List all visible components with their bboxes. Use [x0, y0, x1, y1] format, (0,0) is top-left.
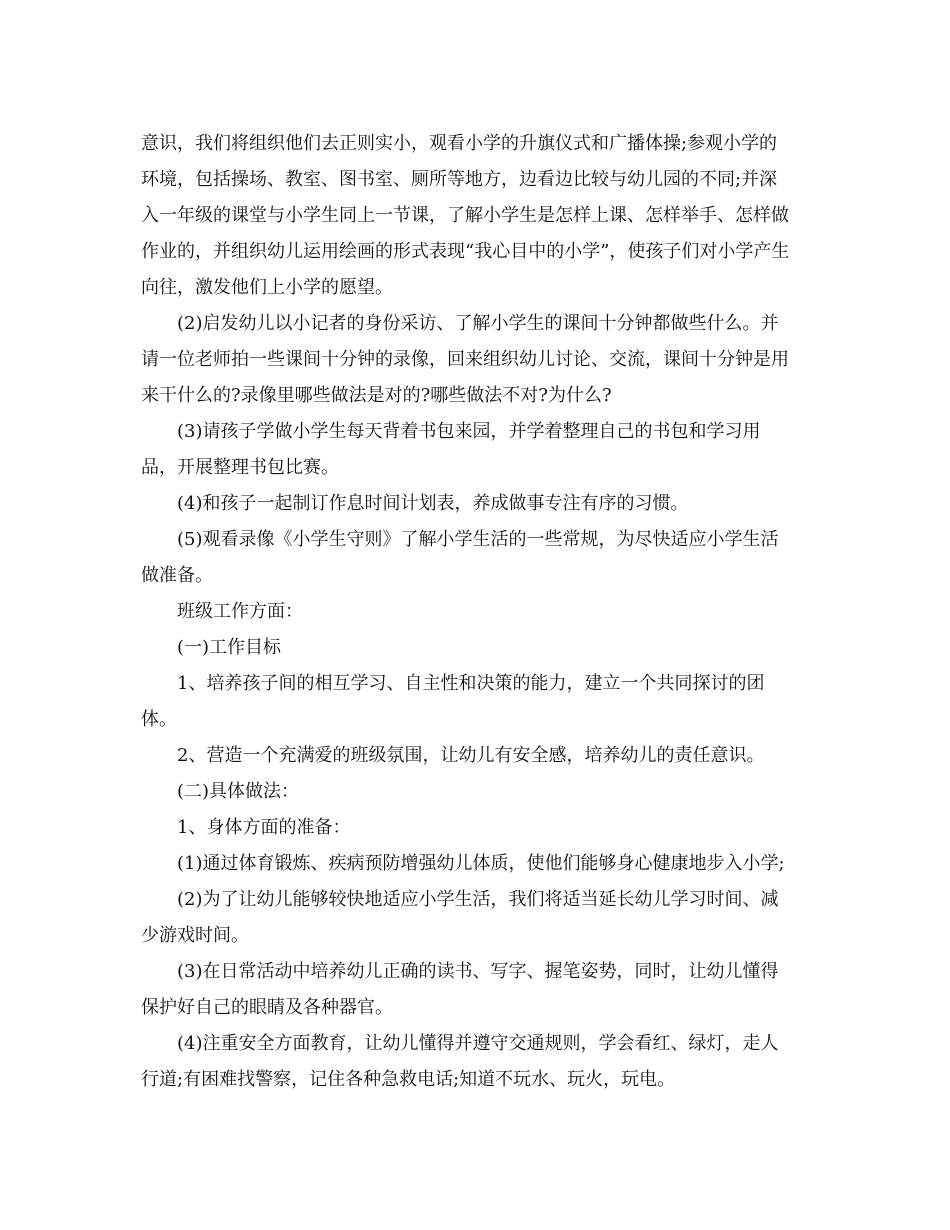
text-line: 做准备。 [141, 565, 213, 586]
text-line: (2)为了让幼儿能够较快地适应小学生活，我们将适当延长幼儿学习时间、减 [177, 889, 779, 910]
subsection-heading: (一)工作目标 [177, 637, 282, 658]
text-line: (5)观看录像《小学生守则》了解小学生活的一些常规，为尽快适应小学生活 [177, 529, 779, 550]
text-line: (2)启发幼儿以小记者的身份采访、了解小学生的课间十分钟都做些什么。并 [177, 313, 779, 334]
text-line: (4)注重安全方面教育，让幼儿懂得并遵守交通规则，学会看红、绿灯，走人 [177, 1033, 779, 1054]
text-line: 品，开展整理书包比赛。 [141, 457, 339, 478]
text-line: 作业的，并组织幼儿运用绘画的形式表现“我心目中的小学”，使孩子们对小学产生 [141, 241, 790, 262]
text-line: (3)请孩子学做小学生每天背着书包来园，并学着整理自己的书包和学习用 [177, 421, 761, 442]
text-line: 1、身体方面的准备： [177, 817, 351, 838]
text-line: 体。 [141, 709, 177, 730]
document-body [141, 126, 811, 1098]
text-line: 来干什么的?录像里哪些做法是对的?哪些做法不对?为什么? [141, 385, 612, 406]
text-line: (1)通过体育锻炼、疾病预防增强幼儿体质，使他们能够身心健康地步入小学; [177, 853, 785, 874]
text-line: 向往，激发他们上小学的愿望。 [141, 277, 393, 298]
text-line: 行道;有困难找警察，记住各种急救电话;知道不玩水、玩火，玩电。 [141, 1069, 676, 1090]
text-line: 少游戏时间。 [141, 925, 249, 946]
text-line: 保护好自己的眼睛及各种器官。 [141, 997, 393, 1018]
text-line: (4)和孩子一起制订作息时间计划表，养成做事专注有序的习惯。 [177, 493, 689, 514]
section-heading: 班级工作方面： [177, 601, 303, 622]
text-line: (3)在日常活动中培养幼儿正确的读书、写字、握笔姿势，同时，让幼儿懂得 [177, 961, 779, 982]
subsection-heading: (二)具体做法： [177, 781, 300, 802]
text-line: 环境，包括操场、教室、图书室、厕所等地方，边看边比较与幼儿园的不同;并深 [141, 169, 778, 190]
text-line: 入一年级的课堂与小学生同上一节课，了解小学生是怎样上课、怎样举手、怎样做 [141, 205, 789, 226]
text-line: 请一位老师拍一些课间十分钟的录像，回来组织幼儿讨论、交流，课间十分钟是用 [141, 349, 789, 370]
text-line: 2、营造一个充满爱的班级氛围，让幼儿有安全感，培养幼儿的责任意识。 [177, 745, 765, 766]
text-line: 1、培养孩子间的相互学习、自主性和决策的能力，建立一个共同探讨的团 [177, 673, 765, 694]
text-line: 意识，我们将组织他们去正则实小，观看小学的升旗仪式和广播体操;参观小学的 [141, 133, 778, 154]
